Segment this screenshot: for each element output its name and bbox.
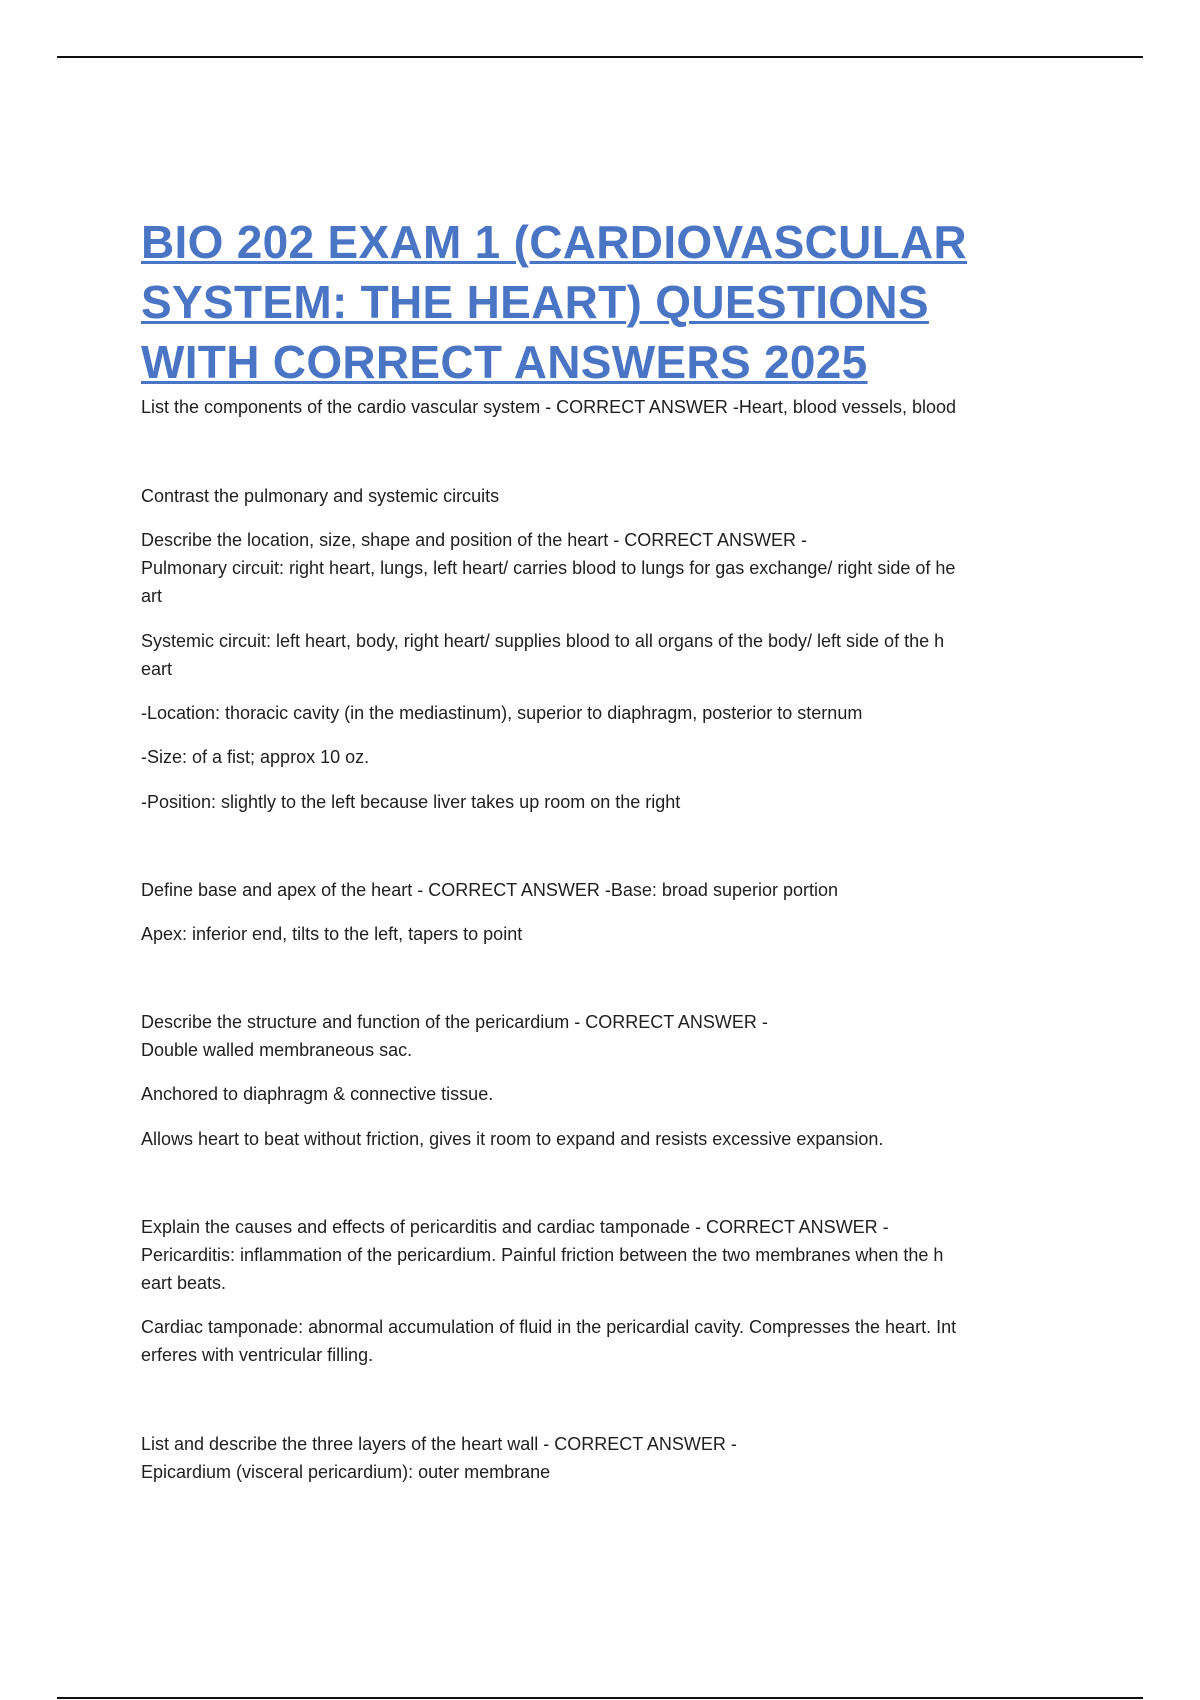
top-rule xyxy=(57,56,1143,58)
text-line: Describe the location, size, shape and position of the heart - CORRECT ANSWER - xyxy=(141,530,807,550)
title-line: WITH CORRECT ANSWERS 2025 xyxy=(141,336,868,388)
document-title xyxy=(141,212,1081,392)
text-line: Contrast the pulmonary and systemic circuits xyxy=(141,486,500,506)
text-line: Cardiac tamponade: abnormal accumulation of fluid in the pericardial cavity. Compresses the heart. Int xyxy=(141,1317,957,1337)
text-line: Double walled membraneous sac. xyxy=(141,1040,413,1060)
text-line: -Location: thoracic cavity (in the mediastinum), superior to diaphragm, posterior to sternum xyxy=(141,703,863,723)
text-line: Pericarditis: inflammation of the pericardium. Painful friction between the two membranes when the h xyxy=(141,1245,944,1265)
text-line: List and describe the three layers of the heart wall - CORRECT ANSWER - xyxy=(141,1434,737,1454)
text-line: -Position: slightly to the left because liver takes up room on the right xyxy=(141,792,681,812)
title-line: SYSTEM: THE HEART) QUESTIONS xyxy=(141,276,929,328)
text-line: Epicardium (visceral pericardium): outer membrane xyxy=(141,1462,551,1482)
text-line: Systemic circuit: left heart, body, right heart/ supplies blood to all organs of the body/ left side of the h xyxy=(141,631,945,651)
text-line: Define base and apex of the heart - CORRECT ANSWER -Base: broad superior portion xyxy=(141,880,839,900)
text-line: Apex: inferior end, tilts to the left, tapers to point xyxy=(141,924,523,944)
text-line: Pulmonary circuit: right heart, lungs, left heart/ carries blood to lungs for gas exchange/ right side of he xyxy=(141,558,956,578)
text-line: eart beats. xyxy=(141,1273,227,1293)
text-line: List the components of the cardio vascular system - CORRECT ANSWER -Heart, blood vessels, blood xyxy=(141,397,956,417)
text-line: Describe the structure and function of the pericardium - CORRECT ANSWER - xyxy=(141,1012,768,1032)
text-line: Allows heart to beat without friction, gives it room to expand and resists excessive expansion. xyxy=(141,1129,884,1149)
text-line: eart xyxy=(141,659,173,679)
text-line: Explain the causes and effects of pericarditis and cardiac tamponade - CORRECT ANSWER - xyxy=(141,1217,889,1237)
text-line: erferes with ventricular filling. xyxy=(141,1345,374,1365)
text-line: Anchored to diaphragm & connective tissue. xyxy=(141,1084,494,1104)
text-line: art xyxy=(141,586,163,606)
text-line: -Size: of a fist; approx 10 oz. xyxy=(141,747,370,767)
bottom-rule xyxy=(57,1697,1143,1699)
title-line: BIO 202 EXAM 1 (CARDIOVASCULAR xyxy=(141,216,968,268)
